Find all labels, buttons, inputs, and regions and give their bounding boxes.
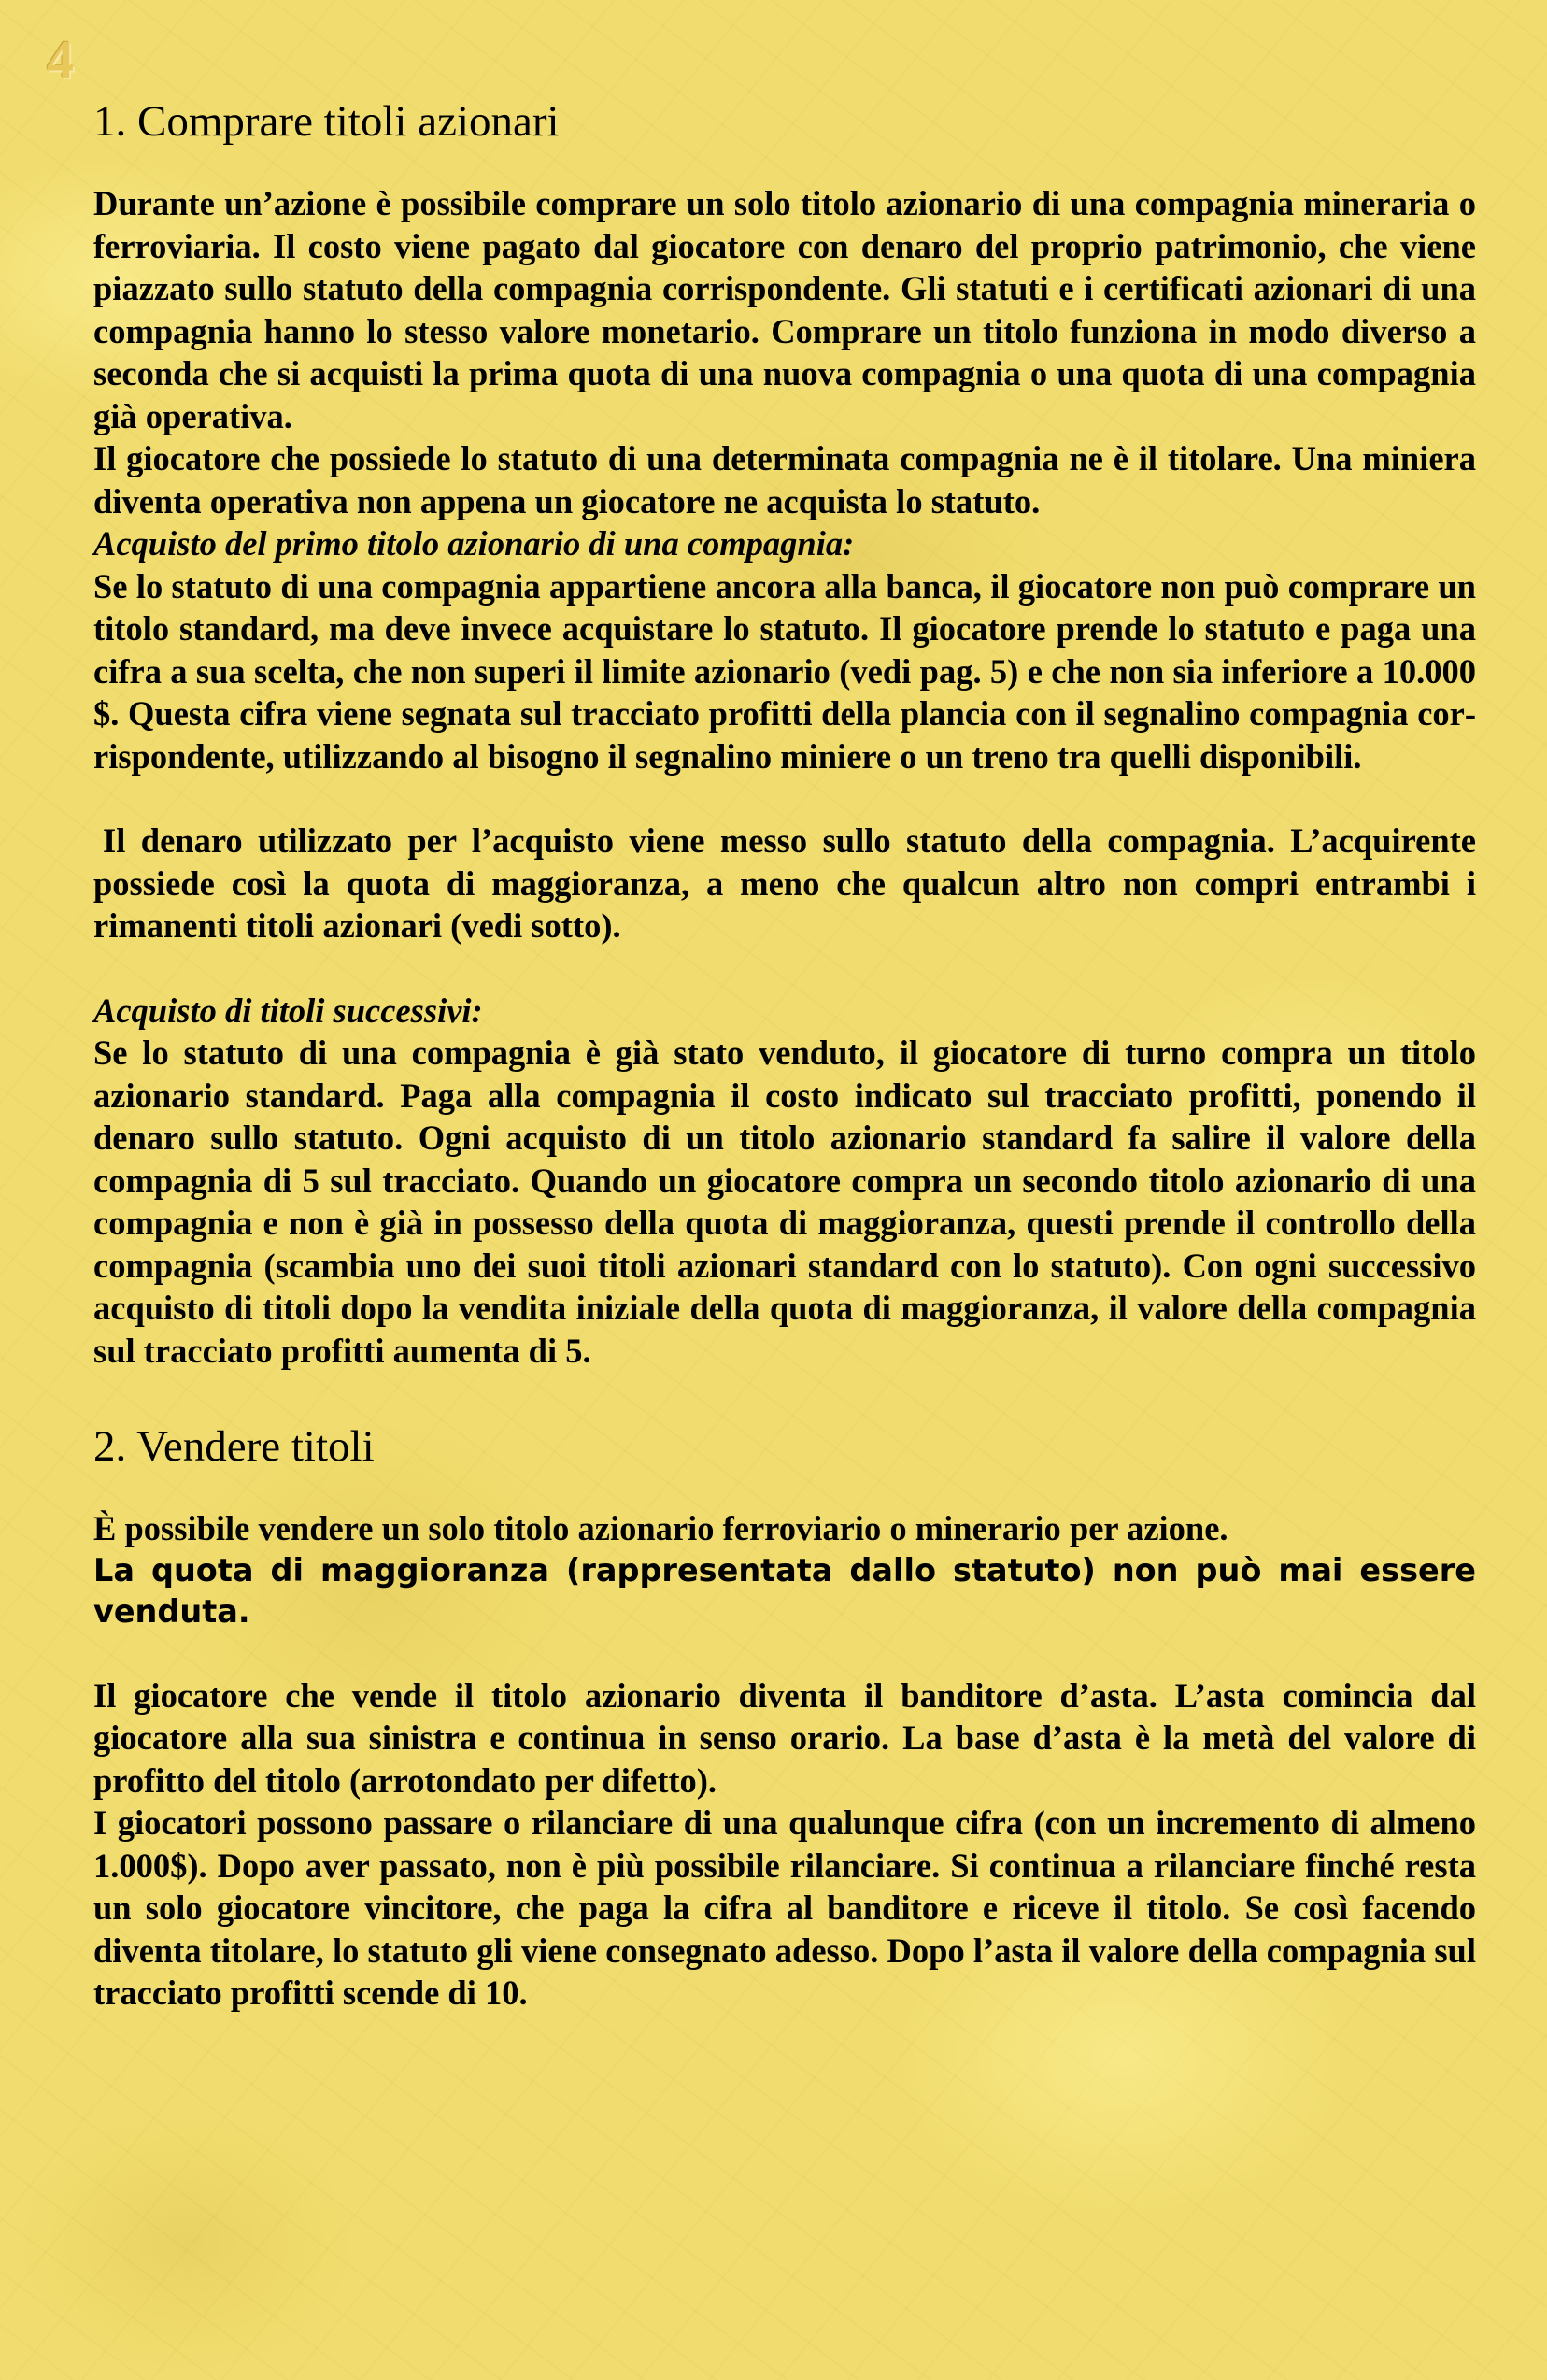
spacer — [93, 1632, 1476, 1675]
paragraph-bidding: I giocatori possono passare o rilanciare di una qualunque cifra (con un incremento di almeno 1.000$). Dopo aver passato, non è più possibile rilanciare. Si continua a rilanciare finché resta un solo giocatore vincitore, che paga la cifra al banditore e riceve il titolo. Se così facendo diventa titolare, lo statuto gli viene consegnato adesso. Dopo l’asta il valore della compagnia sul tracciato profitti scende di 10. — [93, 1803, 1476, 2012]
paragraph-buy-intro: Durante un’azione è possibile comprare un solo titolo azionario di una compagnia mineraria o ferroviaria. Il costo viene pagato dal giocatore con denaro del proprio patrimonio, che viene piazzato sullo statuto della compagnia corrispondente. Gli statuti e i certificati azionari di una compagnia hanno lo stesso valore monetario. Comprare un titolo funziona in modo diverso a seconda che si acquisti la prima quota di una nuova compagnia o una quota di una compagnia già operativa. — [93, 184, 1476, 435]
section-title-buy-shares: 1. Comprare titoli azionari — [93, 97, 560, 146]
subheading-subsequent-shares: Acquisto di titoli successivi: — [93, 990, 483, 1030]
paragraph-sell-intro: È possibile vendere un solo titolo azionario ferroviario o minerario per azione. — [93, 1509, 1228, 1547]
page-number: 4 — [47, 29, 74, 90]
section-title-sell-shares: 2. Vendere titoli — [93, 1422, 375, 1471]
spacer — [93, 948, 1476, 990]
paragraph-charter-owner: Il giocatore che possiede lo statuto di una determinata compagnia ne è il titolare. Una miniera diventa operativa non appena un giocatore ne acquista lo statuto. — [93, 439, 1476, 520]
paragraph-first-share: Se lo statuto di una compagnia appartiene ancora alla banca, il giocatore non può comprare un titolo standard, ma deve invece acquistare lo statuto. Il giocatore prende lo statuto e paga una cifra a sua scelta, che non superi il limite azionario (vedi pag. 5) e che non sia inferiore a 10.000 $. Questa cifra viene segnata sul tracciato profitti della plancia con il segnalino compagnia corrispondente, utilizzando al bisogno il segnalino miniere o un treno tra quelli disponibili. — [93, 566, 1476, 776]
subheading-first-share: Acquisto del primo titolo azionario di una compagnia: — [93, 524, 855, 563]
paragraph-auction: Il giocatore che vende il titolo azionario diventa il banditore d’asta. L’asta comincia dal giocatore alla sua sinistra e continua in senso orario. La base d’asta è la metà del valore di profitto del titolo (arrotondato per difetto). — [93, 1675, 1476, 1800]
paragraph-subsequent-shares: Se lo statuto di una compagnia è già stato venduto, il giocatore di turno compra un titolo azionario standard. Paga alla compagnia il costo indicato sul tracciato profitti, ponendo il denaro sullo statuto. Ogni acquisto di un titolo azionario standard fa salire il valore della compagnia di 5 sul tracciato. Quando un giocatore compra un secondo titolo azionario di una compagnia e non è già in possesso della quota di maggioranza, questi prende il controllo della compagnia (scambia uno dei suoi titoli azionari standard con lo statuto). Con ogni successivo acquisto di titoli dopo la vendita iniziale della quota di maggioranza, il valore della compagnia sul tracciato profitti aumenta di 5. — [93, 1033, 1476, 1370]
page-content — [93, 93, 1476, 2015]
paragraph-money-placement: Il denaro utilizzato per l’acquisto viene messo sullo statuto della compagnia. L’acquirente possiede così la quota di maggioranza, a meno che qualcun altro non compri entrambi i rimanenti titoli azionari (vedi sotto). — [93, 821, 1476, 945]
spacer — [93, 777, 1476, 819]
paragraph-majority-note: La quota di maggioranza (rappresentata dallo statuto) non può mai essere venduta. — [93, 1551, 1476, 1630]
